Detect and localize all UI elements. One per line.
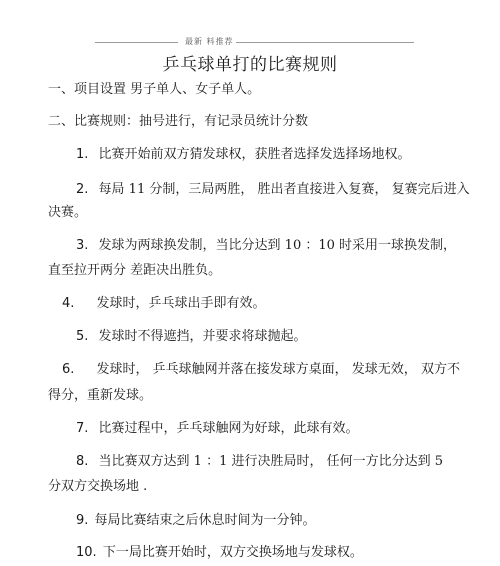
rule-text: 每局比赛结束之后休息时间为一分钟。 <box>94 513 316 528</box>
rule-number: 7. <box>76 421 89 436</box>
rule-9 <box>76 513 316 529</box>
section-item-setup: 一、项目设置 男子单人、女子单人。 <box>48 82 261 97</box>
rule-number: 9. <box>76 513 89 528</box>
rule-text: 每局 11 分制，三局两胜， 胜出者直接进入复赛， 复赛完后进入 <box>98 182 470 197</box>
rule-2-continuation: 决赛。 <box>48 205 88 220</box>
header-tag: 最新 料推荐 <box>185 37 234 46</box>
rule-2 <box>76 182 470 198</box>
rule-1 <box>76 147 411 163</box>
rule-3 <box>76 238 456 254</box>
rule-8 <box>76 454 443 470</box>
rule-text: 发球时，乒乓球出手即有效。 <box>96 296 266 311</box>
rule-number: 8. <box>76 454 89 469</box>
rule-text: 发球时不得遮挡，并要求将球抛起。 <box>98 329 307 344</box>
rule-text: 下一局比赛开始时，双方交换场地与发球权。 <box>102 545 363 560</box>
rule-7 <box>76 421 359 437</box>
rule-number: 3. <box>76 238 89 253</box>
rule-8-continuation: 分双方交换场地 . <box>48 479 148 494</box>
header-rule-left <box>95 42 178 43</box>
rule-text: 比赛开始前双方猜发球权，获胜者选择发选择场地权。 <box>98 147 411 162</box>
rule-text: 比赛过程中，乒乓球触网为好球，此球有效。 <box>98 421 359 436</box>
rule-number: 10. <box>76 545 97 560</box>
rule-number: 2. <box>76 182 89 197</box>
rule-number: 1. <box>76 147 89 162</box>
section-competition-rules: 二、比赛规则：抽号进行，有记录员统计分数 <box>48 114 309 129</box>
document-title: 乒乓球单打的比赛规则 <box>162 55 338 75</box>
rule-4 <box>62 296 266 312</box>
rule-number: 5. <box>76 329 89 344</box>
rule-10 <box>76 545 363 561</box>
rule-3-continuation: 直至拉开两分 差距决出胜负。 <box>48 263 222 278</box>
rule-6 <box>62 362 460 378</box>
rule-6-continuation: 得分，重新发球。 <box>48 388 153 403</box>
rule-text: 发球为两球换发制，当比分达到 10 ：10 时采用一球换发制， <box>98 238 457 253</box>
rule-number: 4. <box>62 296 75 311</box>
rule-text: 发球时， 乒乓球触网并落在接发球方桌面， 发球无效， 双方不 <box>96 362 460 377</box>
rule-text: 当比赛双方达到 1 ：1 进行决胜局时， 任何一方比分达到 5 <box>98 454 444 469</box>
rule-number: 6. <box>62 362 75 377</box>
rule-5 <box>76 329 307 345</box>
header-rule-right <box>236 42 414 43</box>
